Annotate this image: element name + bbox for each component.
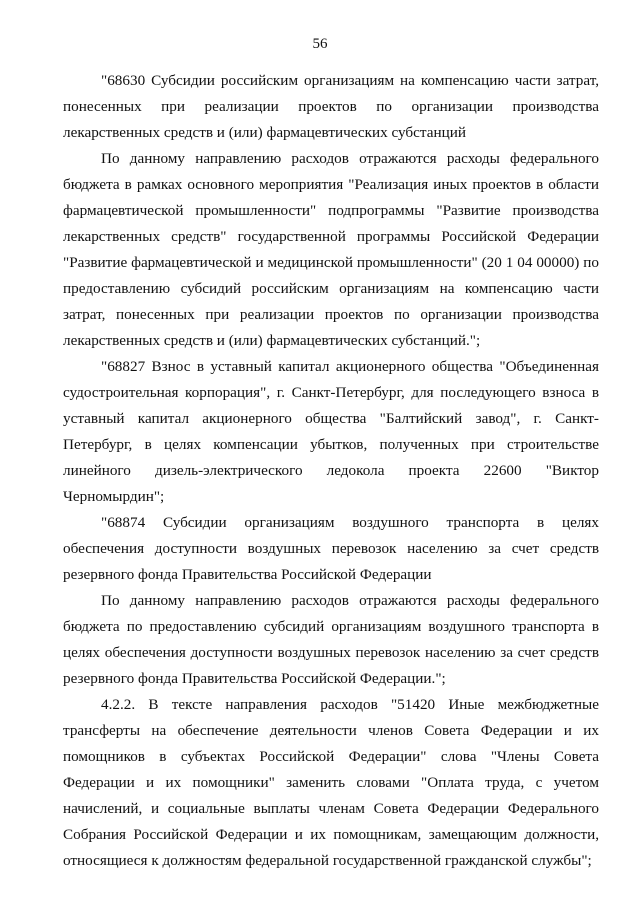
page-number: 56 <box>312 36 328 52</box>
paragraph-68874-description: По данному направлению расходов отражаются расходы федерального бюджета по предоставлению субсидий организациям воздушного транспорта в целях обеспечения доступности воздушных перевозок населению за счет средств резервного фонда Правительства Российской Федерации."; <box>63 592 599 687</box>
paragraph-4-2-2: 4.2.2. В тексте направления расходов "51420 Иные межбюджетные трансферты на обеспечение деятельности членов Совета Федерации и их помощников в субъектах Российской Федерации" слова "Члены Совета Федерации и их помощники" заменить словами "Оплата труда, с учетом начислений, и социальные выплаты членам Совета Федерации Федерального Собрания Российской Федерации и их помощникам, замещающим должности, относящиеся к должностям федеральной государственной гражданской службы"; <box>63 696 599 869</box>
paragraph-68827: "68827 Взнос в уставный капитал акционерного общества "Объединенная судостроительная корпорация", г. Санкт-Петербург, для последующего взноса в уставный капитал акционерного общества "Балтийский завод", г. Санкт-Петербург, в целях компенсации убытков, полученных при строительстве линейного дизель-электрического ледокола проекта 22600 "Виктор Черномырдин"; <box>63 358 599 505</box>
document-body <box>63 68 599 874</box>
paragraph-68874-title: "68874 Субсидии организациям воздушного транспорта в целях обеспечения доступности воздушных перевозок населению за счет средств резервного фонда Правительства Российской Федерации <box>63 514 599 583</box>
paragraph-68630-description: По данному направлению расходов отражаются расходы федерального бюджета в рамках основного мероприятия "Реализация иных проектов в области фармацевтической промышленности" подпрограммы "Развитие производства лекарственных средств" государственной программы Российской Федерации "Развитие фармацевтической и медицинской промышленности" (20 1 04 00000) по предоставлению субсидий российским организациям на компенсацию части затрат, понесенных при реализации проектов по организации производства лекарственных средств и (или) фармацевтических субстанций."; <box>63 150 599 349</box>
paragraph-68630-title: "68630 Субсидии российским организациям на компенсацию части затрат, понесенных при реализации проектов по организации производства лекарственных средств и (или) фармацевтических субстанций <box>63 72 599 141</box>
